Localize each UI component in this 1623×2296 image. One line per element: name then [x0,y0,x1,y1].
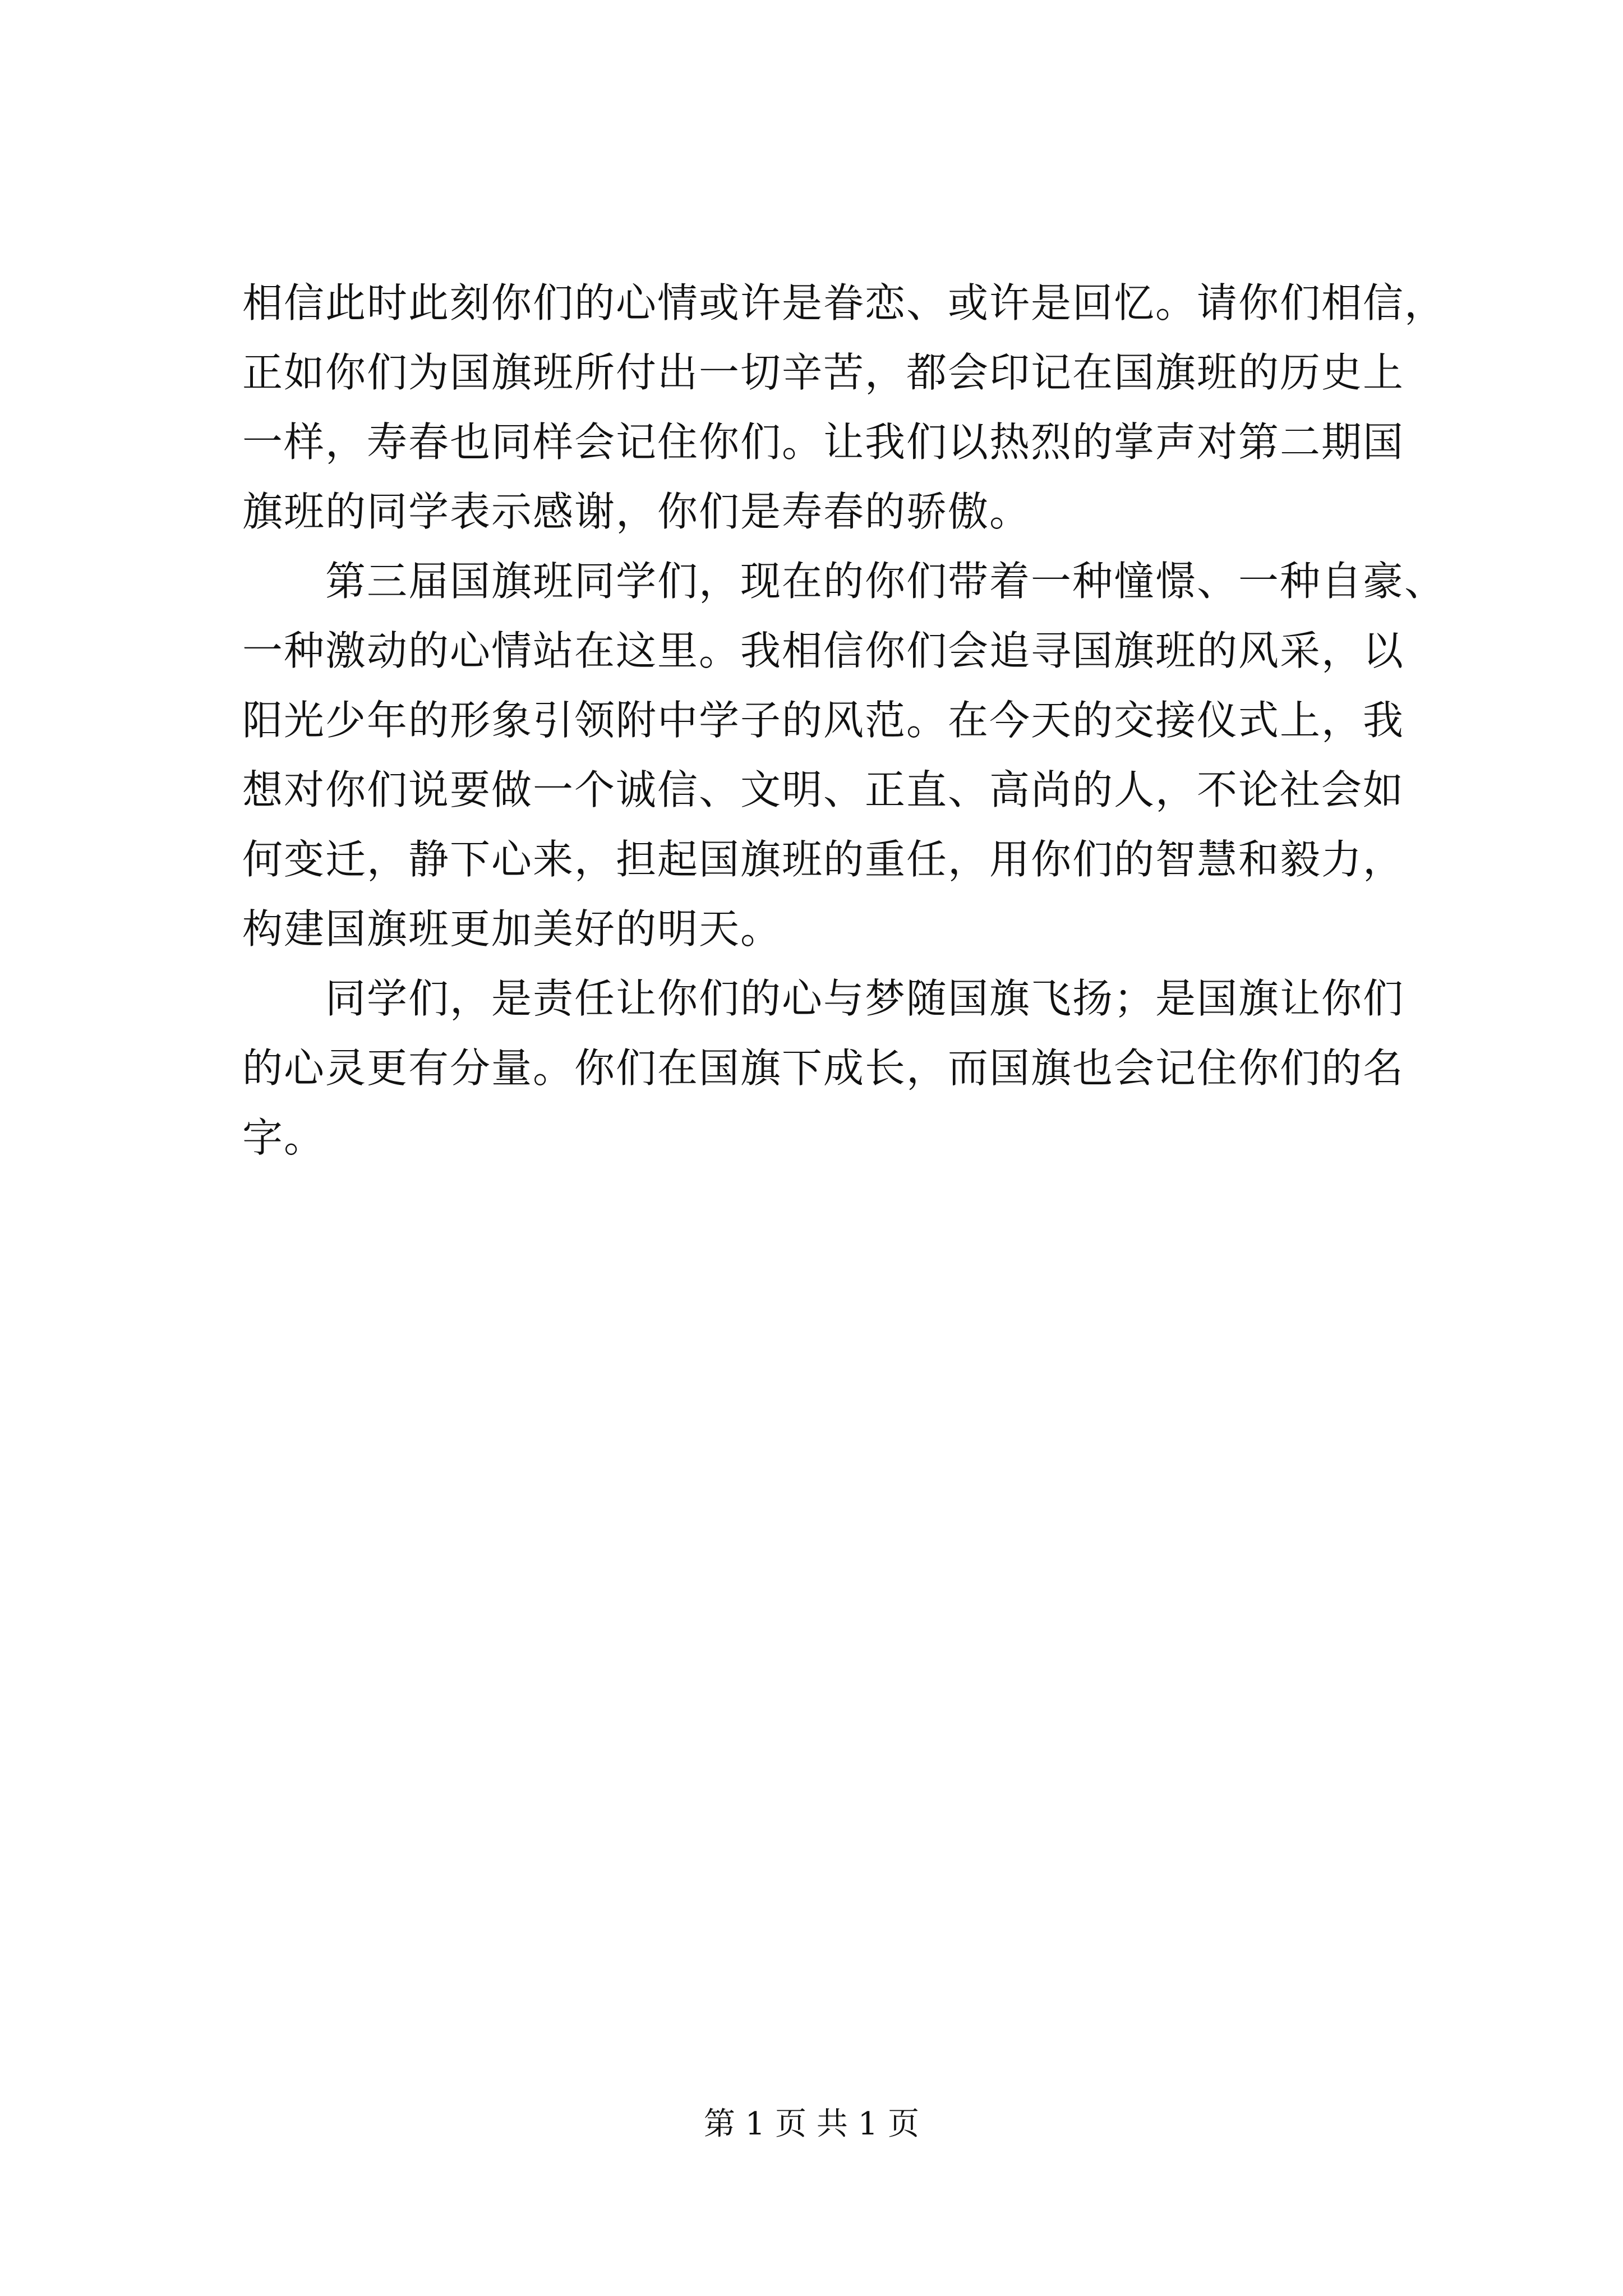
page-footer: 第 1 页 共 1 页 [703,2106,920,2142]
paragraph-2 [242,546,1446,964]
paragraph-line: 相信此时此刻你们的心情或许是眷恋、或许是回忆。请你们相信， [242,279,1446,326]
paragraph-line: 同学们，是责任让你们的心与梦随国旗飞扬；是国旗让你们 [325,975,1405,1022]
paragraph-3 [242,964,1420,1172]
paragraph-line: 的心灵更有分量。你们在国旗下成长，而国旗也会记住你们的名 [242,1045,1405,1092]
paragraph-line: 阳光少年的形象引领附中学子的风范。在今天的交接仪式上，我 [242,697,1405,744]
document-body [242,268,1446,1172]
paragraph-line: 想对你们说要做一个诚信、文明、正直、高尚的人，不论社会如 [242,766,1405,813]
paragraph-line: 字。 [242,1114,326,1161]
paragraph-line: 第三届国旗班同学们，现在的你们带着一种憧憬、一种自豪、 [325,558,1446,605]
paragraph-line: 构建国旗班更加美好的明天。 [242,905,782,953]
paragraph-1 [242,268,1446,546]
paragraph-line: 旗班的同学表示感谢，你们是寿春的骄傲。 [242,488,1031,535]
paragraph-line: 正如你们为国旗班所付出一切辛苦，都会印记在国旗班的历史上 [242,349,1405,396]
paragraph-line: 何变迁，静下心来，担起国旗班的重任，用你们的智慧和毅力， [242,836,1405,883]
paragraph-line: 一种激动的心情站在这里。我相信你们会追寻国旗班的风采，以 [242,627,1405,674]
paragraph-line: 一样，寿春也同样会记住你们。让我们以热烈的掌声对第二期国 [242,418,1405,466]
